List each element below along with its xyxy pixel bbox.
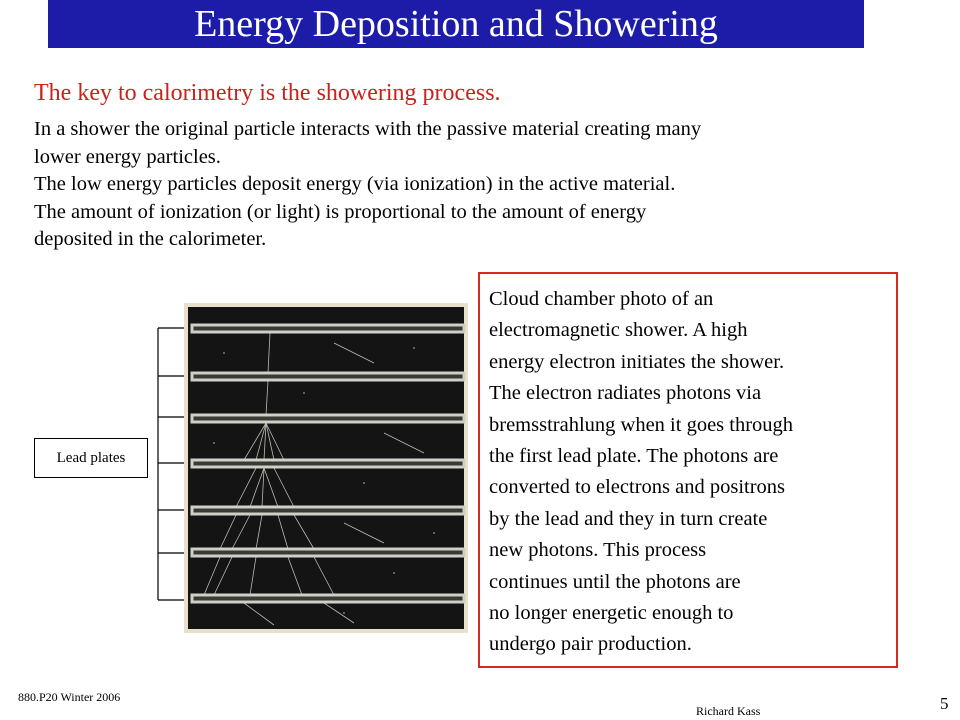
caption-line: bremsstrahlung when it goes through [489,413,794,436]
caption-line: converted to electrons and positrons [489,476,786,499]
page-number: 5 [940,694,949,713]
caption-line: no longer energetic enough to [489,602,734,625]
body-line: In a shower the original particle interacts with the passive material creating many [34,118,702,140]
cloud-chamber-photo [184,303,468,633]
caption-line: Cloud chamber photo of an [489,288,714,310]
caption-line: continues until the photons are [489,570,741,593]
caption-line: electromagnetic shower. A high [489,319,748,342]
slide-title: Energy Deposition and Showering [48,0,864,48]
caption-box [478,272,898,668]
footer-author: Richard Kass [696,704,761,718]
caption-line: new photons. This process [489,539,707,562]
body-text [34,116,924,254]
caption-line: The electron radiates photons via [489,382,762,405]
lead-plates-label: Lead plates [34,438,148,478]
body-line: The low energy particles deposit energy (via ionization) in the active material. [34,173,676,195]
body-line: lower energy particles. [34,145,221,168]
caption-line: undergo pair production. [489,633,692,656]
footer-course: 880.P20 Winter 2006 [18,690,121,704]
caption-line: energy electron initiates the shower. [489,350,785,373]
body-line: The amount of ionization (or light) is proportional to the amount of energy [34,200,647,223]
caption-line: the first lead plate. The photons are [489,445,779,468]
body-line: deposited in the calorimeter. [34,228,267,250]
subtitle: The key to calorimetry is the showering process. [34,80,501,106]
caption-line: by the lead and they in turn create [489,507,768,530]
